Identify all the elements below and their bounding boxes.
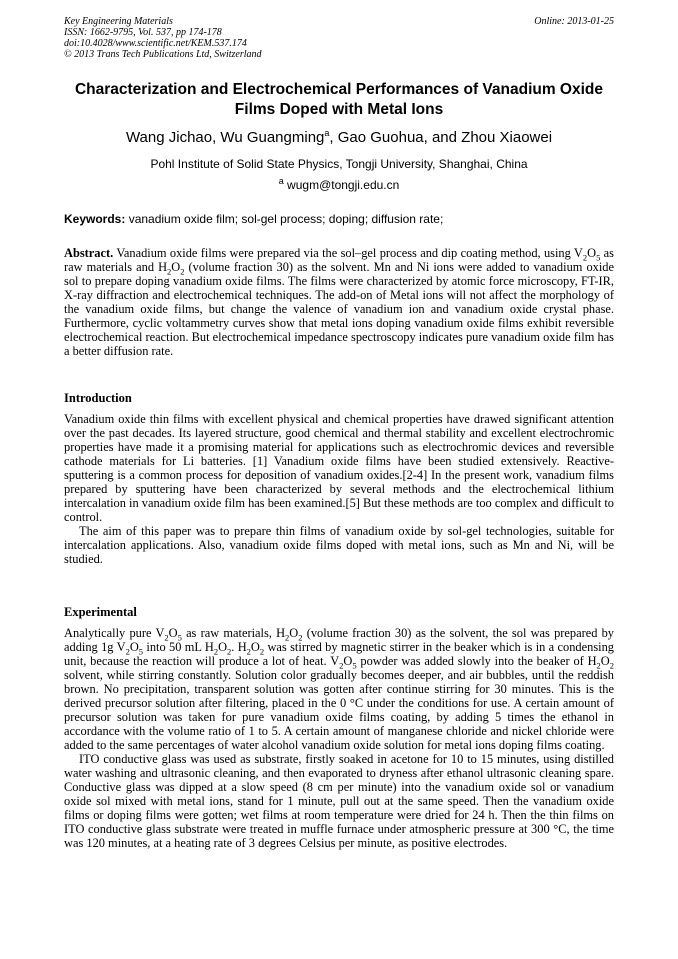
experimental-paragraph-1: Analytically pure $V_2O_5$ as raw materials, $H_2O_2$ (volume fraction 30) as the solvent, the sol was prepared by adding 1g $V_2O_5$ into 50 mL $H_2O_2$. $H_2O_2$ was stirred by magnetic stirrer in the beaker which is in a condensing unit, because the reaction will produce a lot of heat. $V_2O_5$ powder was added slowly into the beaker of $H_2O_2$ solvent, while stirring constantly. Solution color gradually becomes deeper, and air bubbles, until the reddish brown. No precipitation, transparent solution was gotten after continue stirring for 30 minutes. This is the derived precursor solution after filtering, placed in the 0 °C under the conditions for use. A certain amount of precursor solution was taken for pure vanadium oxide films coating, by adding 5 times the ethanol in accordance with the volume ratio of 1 to 5. A certain amount of manganese chloride and nickel chloride were added to the same percentages of water alcohol vanadium oxide solution for metal ions doping films coating. <box>64 626 615 752</box>
subscript: 2 <box>582 252 588 263</box>
subscript: 2 <box>167 266 172 277</box>
journal-name: Key Engineering Materials <box>64 16 173 27</box>
subscript: 2 <box>180 266 185 277</box>
abstract-text: O <box>587 246 597 260</box>
keywords-text: vanadium oxide film; sol-gel process; doping; diffusion rate; <box>125 212 444 226</box>
intro-paragraph-1: Vanadium oxide thin films with excellent physical and chemical properties have drawed significant attention over the past decades. Its layered structure, good chemical and thermal stability and excellent electrochromic properties have made it a promising material for applications such as electrochromic devices and reversible cathode materials for Li batteries. [1] Vanadium oxide films have been studied extensively. Reactive-sputtering is a common process for deposition of vanadium oxides.[2-4] In the present work, vanadium films prepared by sputtering have been characterized by several methods and the electrochemical lithium intercalation in vanadium oxide film has been examined.[5] But these methods are too complex and difficult to control. <box>64 412 614 524</box>
introduction-body <box>64 412 614 566</box>
email-address: wugm@tongji.edu.cn <box>283 178 400 192</box>
email-mark: a <box>278 176 284 186</box>
introduction-heading: Introduction <box>64 391 132 405</box>
author-affil-mark: a <box>324 128 330 138</box>
abstract-text: O <box>171 260 181 274</box>
author-list <box>64 129 614 147</box>
journal-metadata <box>64 16 262 60</box>
experimental-paragraph-2: ITO conductive glass was used as substrate, firstly soaked in acetone for 10 to 15 minutes, using distilled water washing and ultrasonic cleaning, and then evaporated to dryness after ethanol ultrasonic cleaning spare. Conductive glass was dipped at a slow speed (8 cm per minute) into the vanadium oxide sol or vanadium oxide sol mixed with metal ions, stand for 1 minute, pull out at the same speed. Then the vanadium oxide films or doping films were gotten; wet films at room temperature were dried for 24 h. Then the thin films on ITO conductive glass substrate were treated in muffle furnace under atmospheric pressure at 300 °C, the time was 120 minutes, at a heating rate of 3 degrees Celsius per minute, as positive electrodes. <box>64 752 614 850</box>
experimental-body <box>64 626 614 850</box>
paper-title: Characterization and Electrochemical Performances of Vanadium Oxide Films Doped with Metal Ions <box>74 81 604 118</box>
abstract-label: Abstract. <box>64 246 114 260</box>
keywords <box>64 212 614 226</box>
author-first: Wang Jichao, Wu Guangming <box>125 129 325 146</box>
copyright-line: © 2013 Trans Tech Publications Ltd, Switzerland <box>64 49 262 60</box>
contact-email <box>64 178 614 192</box>
intro-paragraph-2: The aim of this paper was to prepare thin films of vanadium oxide by sol-gel technologies, suitable for intercalation applications. Also, vanadium oxide films doped with metal ions, such as Mn and Ni, will be studied. <box>64 524 614 566</box>
keywords-label: Keywords: <box>64 212 126 226</box>
author-rest: , Gao Guohua, and Zhou Xiaowei <box>329 129 553 146</box>
abstract-text: as raw materials and H <box>64 246 614 274</box>
subscript: 5 <box>596 252 601 263</box>
online-date: Online: 2013-01-25 <box>534 16 614 27</box>
affiliation: Pohl Institute of Solid State Physics, Tongji University, Shanghai, China <box>150 157 528 171</box>
doi-line: doi:10.4028/www.scientific.net/KEM.537.174 <box>64 38 247 49</box>
experimental-heading: Experimental <box>64 605 137 619</box>
abstract-text: (volume fraction 30) as the solvent. Mn and Ni ions were added to vanadium oxide sol to prepare doping vanadium oxide films. The films were characterized by atomic force microscopy, FT-IR, X-ray diffraction and electrochemical techniques. The add-on of Metal ions will not affect the morphology of the vanadium oxide films, but change the valence of vanadium ion and vanadium oxide crystal phase. Furthermore, cyclic voltammetry curves show that metal ions doping vanadium oxide films exhibit reversible electrochemical reaction. But electrochemical impedance spectroscopy indicates pure vanadium oxide film has a better diffusion rate. <box>64 260 614 358</box>
abstract-text: Vanadium oxide films were prepared via the sol–gel process and dip coating method, using V <box>113 246 583 260</box>
issn-line: ISSN: 1662-9795, Vol. 537, pp 174-178 <box>64 27 222 38</box>
abstract <box>64 246 614 358</box>
